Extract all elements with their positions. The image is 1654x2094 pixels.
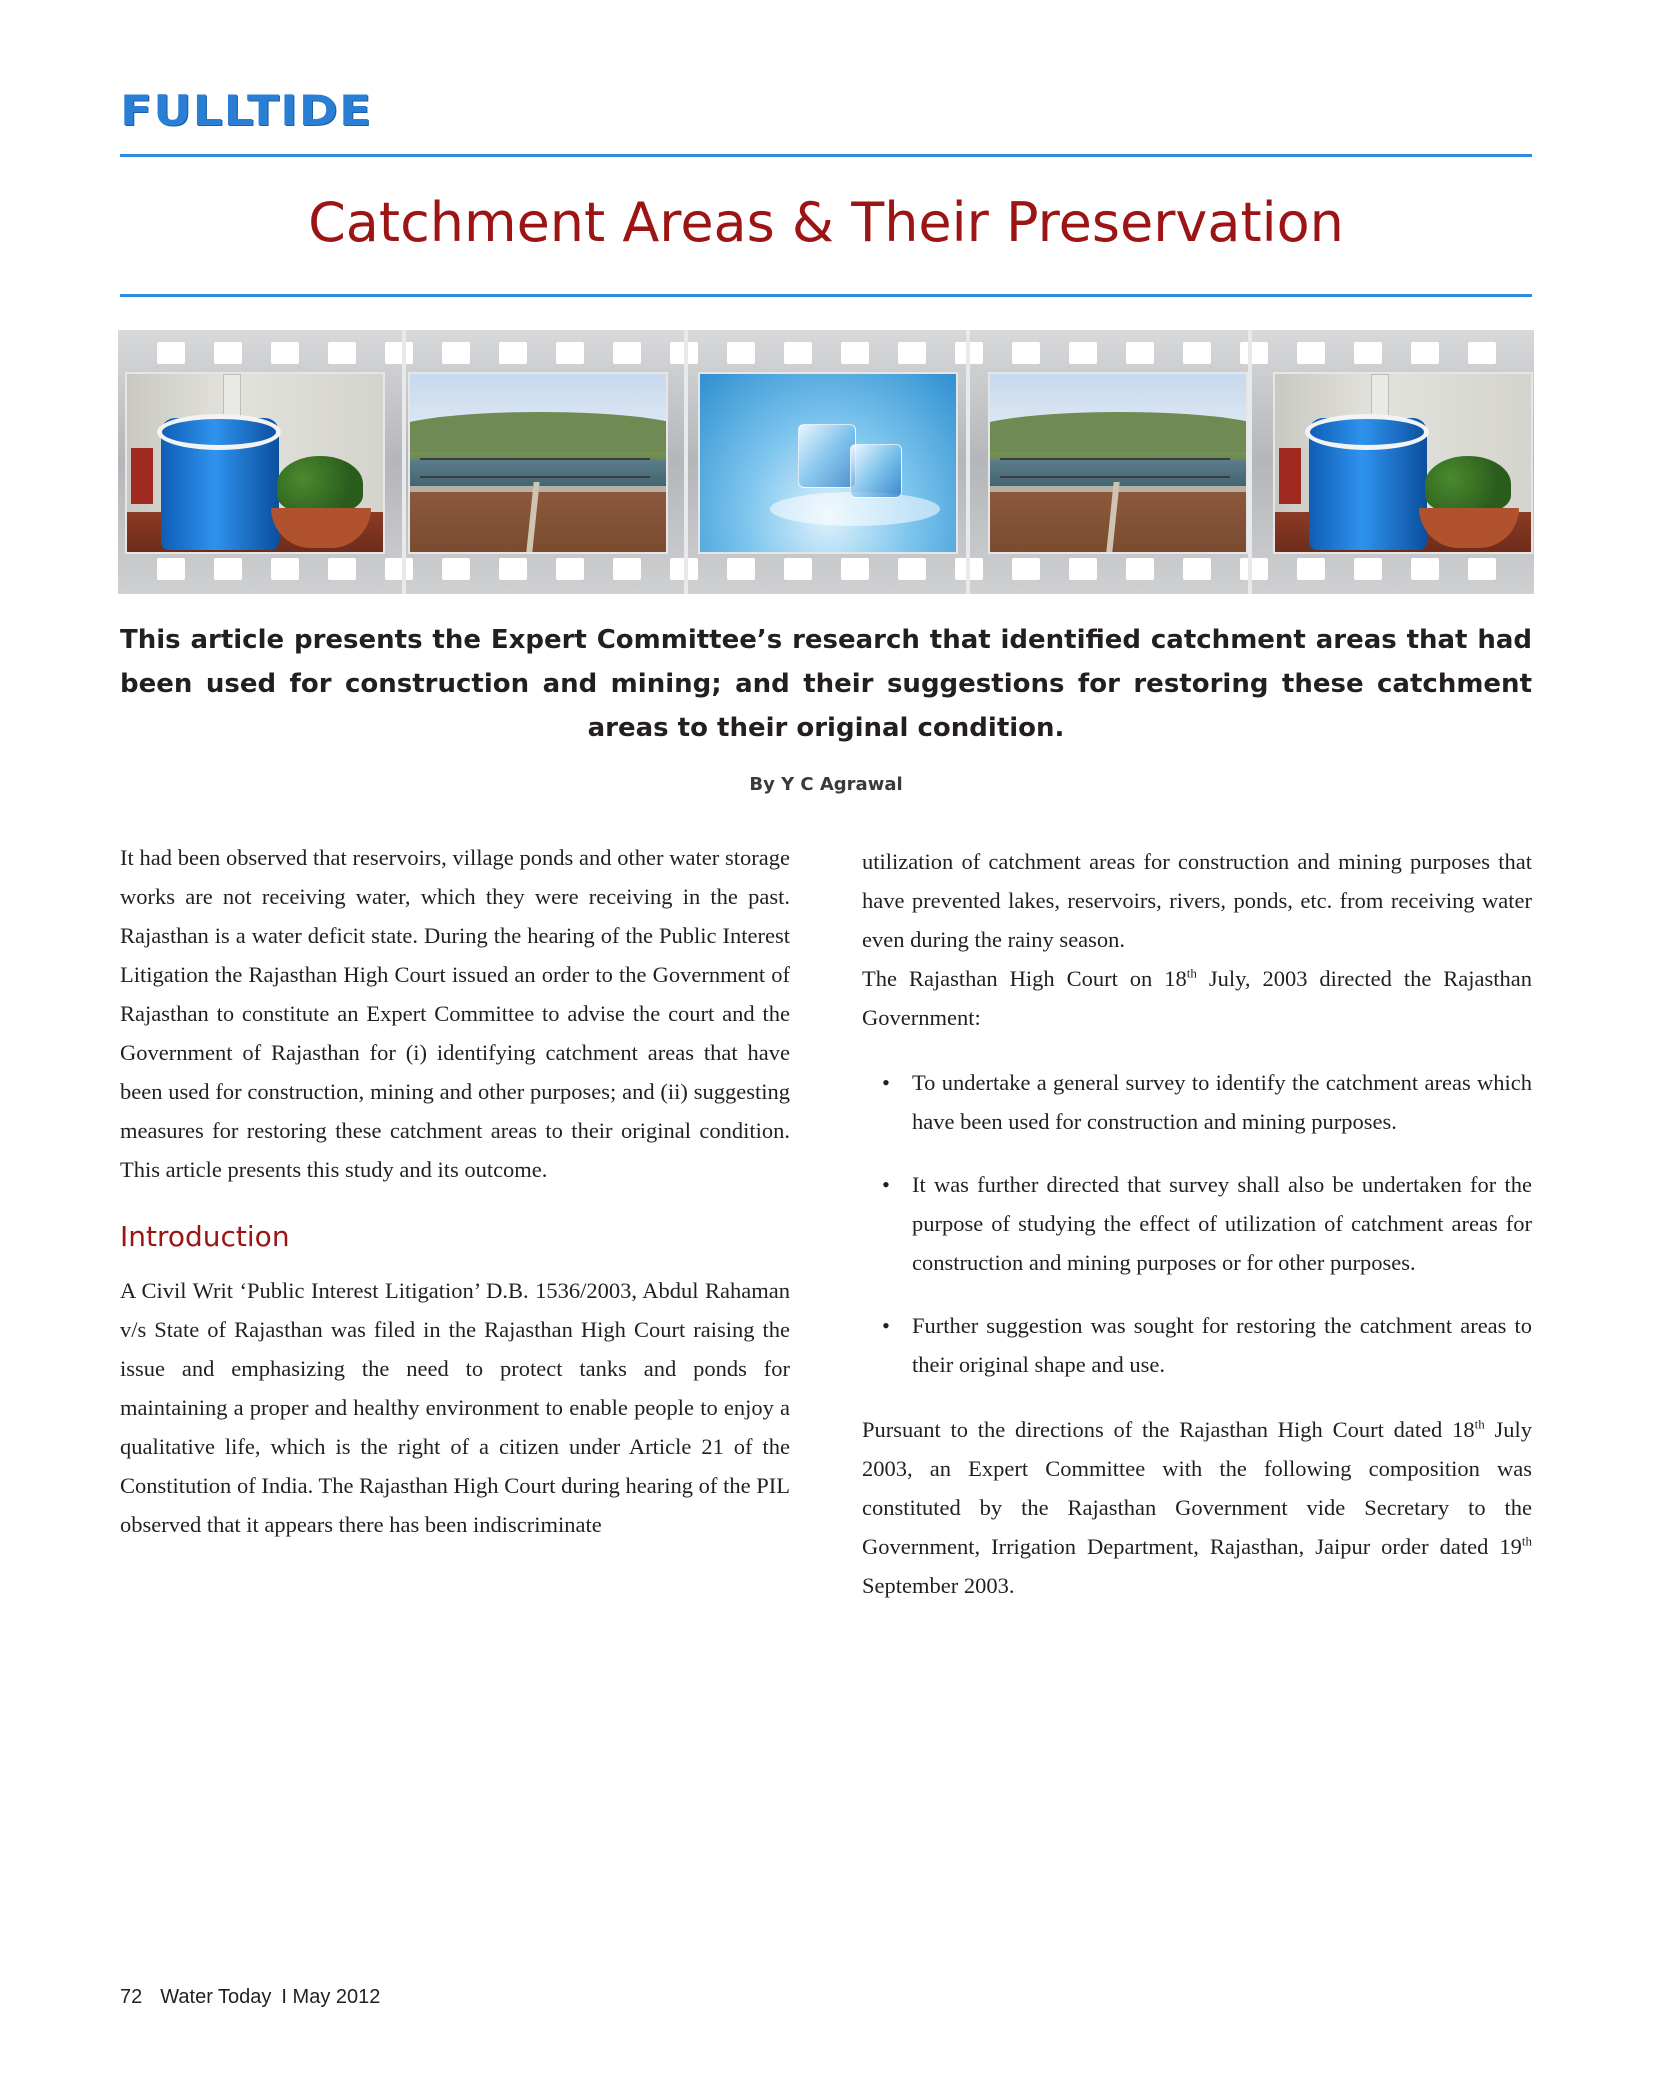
page-footer (120, 1986, 380, 2009)
header-rule-bottom (120, 294, 1532, 297)
list-item: • To undertake a general survey to identify the catchment areas which have been used for construction and mining purposes. (912, 1063, 1532, 1141)
filmstrip-separator (1248, 330, 1252, 594)
pond-photo (988, 372, 1248, 554)
barrel-photo (1273, 372, 1533, 554)
filmstrip-banner (118, 330, 1534, 594)
page-number: 72 (120, 1986, 143, 2008)
article-standfirst: This article presents the Expert Committee’s research that identified catchment areas that had been used for construction and mining; and their suggestions for restoring these catchment areas to their original condition. (120, 625, 1532, 743)
section-heading-introduction: Introduction (120, 1220, 290, 1253)
header-rule-top (120, 154, 1532, 157)
barrel-photo (125, 372, 385, 554)
committee-paragraph: Pursuant to the directions of the Rajasthan High Court dated 18th July 2003, an Expert Committee with the following composition was constituted by the Rajasthan Government vide Secretary to the Government, Irrigation Department, Rajasthan, Jaipur order dated 19th September 2003. (862, 1416, 1532, 1598)
filmstrip-separator (402, 330, 406, 594)
filmstrip-separator (966, 330, 970, 594)
pond-photo (408, 372, 668, 554)
list-item: • Further suggestion was sought for restoring the catchment areas to their original shape and use. (912, 1306, 1532, 1384)
filmstrip-perforations-top (118, 342, 1534, 366)
list-item: • It was further directed that survey shall also be undertaken for the purpose of studying the effect of utilization of catchment areas for construction and mining purposes or for other purposes. (912, 1165, 1532, 1282)
direction-list (862, 1063, 1532, 1384)
court-direction-paragraph: The Rajasthan High Court on 18th July, 2003 directed the Rajasthan Government: (862, 965, 1532, 1030)
introduction-paragraph: A Civil Writ ‘Public Interest Litigation’ D.B. 1536/2003, Abdul Rahaman v/s State of Rajasthan was filed in the Rajasthan High Court raising the issue and emphasizing the need to protect tanks and ponds for maintaining a proper and healthy environment to enable people to enjoy a qualitative life, which is the right of a citizen under Article 21 of the Constitution of India. The Rajasthan High Court during hearing of the PIL observed that it appears there has been indiscriminate (120, 1278, 790, 1537)
continuation-paragraph: utilization of catchment areas for construction and mining purposes that have prevented lakes, reservoirs, rivers, ponds, etc. from receiving water even during the rainy season. (862, 849, 1532, 952)
right-column (862, 842, 1532, 1605)
article-byline: By Y C Agrawal (749, 774, 903, 795)
intro-paragraph: It had been observed that reservoirs, village ponds and other water storage works are not receiving water, which they were receiving in the past. Rajasthan is a water deficit state. During the hearing of the Public Interest Litigation the Rajasthan High Court issued an order to the Government of Rajasthan to constitute an Expert Committee to advise the court and the Government of Rajasthan for (i) identifying catchment areas that have been used for construction, mining and other purposes; and (ii) suggesting measures for restoring these catchment areas to their original condition. This article presents this study and its outcome. (120, 845, 790, 1182)
filmstrip-perforations-bottom (118, 558, 1534, 582)
filmstrip-separator (684, 330, 688, 594)
ice-photo (698, 372, 958, 554)
publication-logo: FULLTIDE (120, 86, 373, 135)
issue-date: I May 2012 (281, 1986, 381, 2008)
page-title: Catchment Areas & Their Preservation (308, 191, 1344, 254)
publication-name: Water Today (160, 1986, 272, 2008)
left-column (120, 838, 790, 1544)
